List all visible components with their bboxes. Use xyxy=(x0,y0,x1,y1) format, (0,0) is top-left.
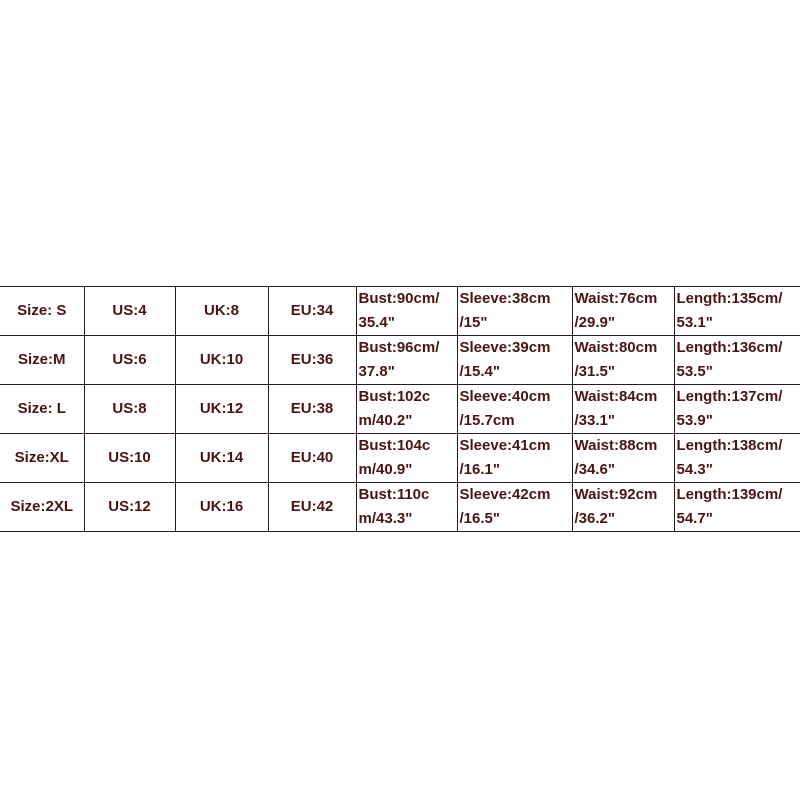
bust-line-1: Bust:104c xyxy=(358,437,431,454)
length-cell xyxy=(674,483,800,532)
eu-size-cell: EU:42 xyxy=(268,483,356,532)
length-line-2: 53.5" xyxy=(676,363,713,380)
bust-cell xyxy=(356,336,457,385)
size-cell: Size:M xyxy=(0,336,84,385)
waist-cell xyxy=(572,483,674,532)
length-cell xyxy=(674,385,800,434)
us-size-cell: US:8 xyxy=(84,385,175,434)
waist-line-1: Waist:84cm xyxy=(574,388,658,405)
waist-line-2: /29.9" xyxy=(574,314,615,331)
sleeve-line-1: Sleeve:40cm xyxy=(459,388,551,405)
eu-size-cell: EU:40 xyxy=(268,434,356,483)
length-line-1: Length:135cm/ xyxy=(676,290,783,307)
length-cell xyxy=(674,434,800,483)
length-line-2: 54.3" xyxy=(676,461,713,478)
sleeve-cell xyxy=(457,385,572,434)
bust-line-2: m/43.3" xyxy=(358,510,413,527)
length-cell xyxy=(674,336,800,385)
bust-line-1: Bust:102c xyxy=(358,388,431,405)
length-line-2: 54.7" xyxy=(676,510,713,527)
size-row-2xl xyxy=(0,483,800,532)
size-cell: Size: L xyxy=(0,385,84,434)
eu-size-cell: EU:34 xyxy=(268,287,356,336)
size-cell: Size: S xyxy=(0,287,84,336)
size-row-m xyxy=(0,336,800,385)
bust-cell xyxy=(356,483,457,532)
bust-line-1: Bust:90cm/ xyxy=(358,290,440,307)
bust-cell xyxy=(356,287,457,336)
size-chart-table xyxy=(0,286,800,532)
bust-line-2: 37.8" xyxy=(358,363,395,380)
eu-size-cell: EU:36 xyxy=(268,336,356,385)
sleeve-cell xyxy=(457,336,572,385)
bust-cell xyxy=(356,434,457,483)
sleeve-line-2: /15.7cm xyxy=(459,412,515,429)
sleeve-line-1: Sleeve:38cm xyxy=(459,290,551,307)
waist-line-1: Waist:76cm xyxy=(574,290,658,307)
size-row-l xyxy=(0,385,800,434)
sleeve-cell xyxy=(457,483,572,532)
size-row-xl xyxy=(0,434,800,483)
waist-line-2: /34.6" xyxy=(574,461,615,478)
length-cell xyxy=(674,287,800,336)
size-cell: Size:2XL xyxy=(0,483,84,532)
waist-line-1: Waist:88cm xyxy=(574,437,658,454)
sleeve-line-2: /16.5" xyxy=(459,510,500,527)
waist-line-1: Waist:92cm xyxy=(574,486,658,503)
bust-line-1: Bust:110c xyxy=(358,486,430,503)
length-line-1: Length:137cm/ xyxy=(676,388,783,405)
bust-line-2: 35.4" xyxy=(358,314,395,331)
bust-line-1: Bust:96cm/ xyxy=(358,339,440,356)
sleeve-line-1: Sleeve:39cm xyxy=(459,339,551,356)
waist-line-1: Waist:80cm xyxy=(574,339,658,356)
us-size-cell: US:4 xyxy=(84,287,175,336)
uk-size-cell: UK:14 xyxy=(175,434,268,483)
length-line-2: 53.1" xyxy=(676,314,713,331)
length-line-2: 53.9" xyxy=(676,412,713,429)
length-line-1: Length:138cm/ xyxy=(676,437,783,454)
size-cell: Size:XL xyxy=(0,434,84,483)
waist-line-2: /33.1" xyxy=(574,412,615,429)
us-size-cell: US:6 xyxy=(84,336,175,385)
uk-size-cell: UK:10 xyxy=(175,336,268,385)
sleeve-line-2: /15.4" xyxy=(459,363,500,380)
sleeve-line-1: Sleeve:42cm xyxy=(459,486,551,503)
length-line-1: Length:139cm/ xyxy=(676,486,783,503)
bust-line-2: m/40.2" xyxy=(358,412,413,429)
waist-cell xyxy=(572,434,674,483)
uk-size-cell: UK:8 xyxy=(175,287,268,336)
waist-cell xyxy=(572,336,674,385)
sleeve-line-2: /15" xyxy=(459,314,488,331)
uk-size-cell: UK:12 xyxy=(175,385,268,434)
size-row-s xyxy=(0,287,800,336)
waist-cell xyxy=(572,287,674,336)
sleeve-cell xyxy=(457,434,572,483)
uk-size-cell: UK:16 xyxy=(175,483,268,532)
bust-cell xyxy=(356,385,457,434)
us-size-cell: US:10 xyxy=(84,434,175,483)
sleeve-cell xyxy=(457,287,572,336)
waist-cell xyxy=(572,385,674,434)
eu-size-cell: EU:38 xyxy=(268,385,356,434)
sleeve-line-1: Sleeve:41cm xyxy=(459,437,551,454)
us-size-cell: US:12 xyxy=(84,483,175,532)
bust-line-2: m/40.9" xyxy=(358,461,413,478)
sleeve-line-2: /16.1" xyxy=(459,461,500,478)
waist-line-2: /36.2" xyxy=(574,510,615,527)
waist-line-2: /31.5" xyxy=(574,363,615,380)
length-line-1: Length:136cm/ xyxy=(676,339,783,356)
